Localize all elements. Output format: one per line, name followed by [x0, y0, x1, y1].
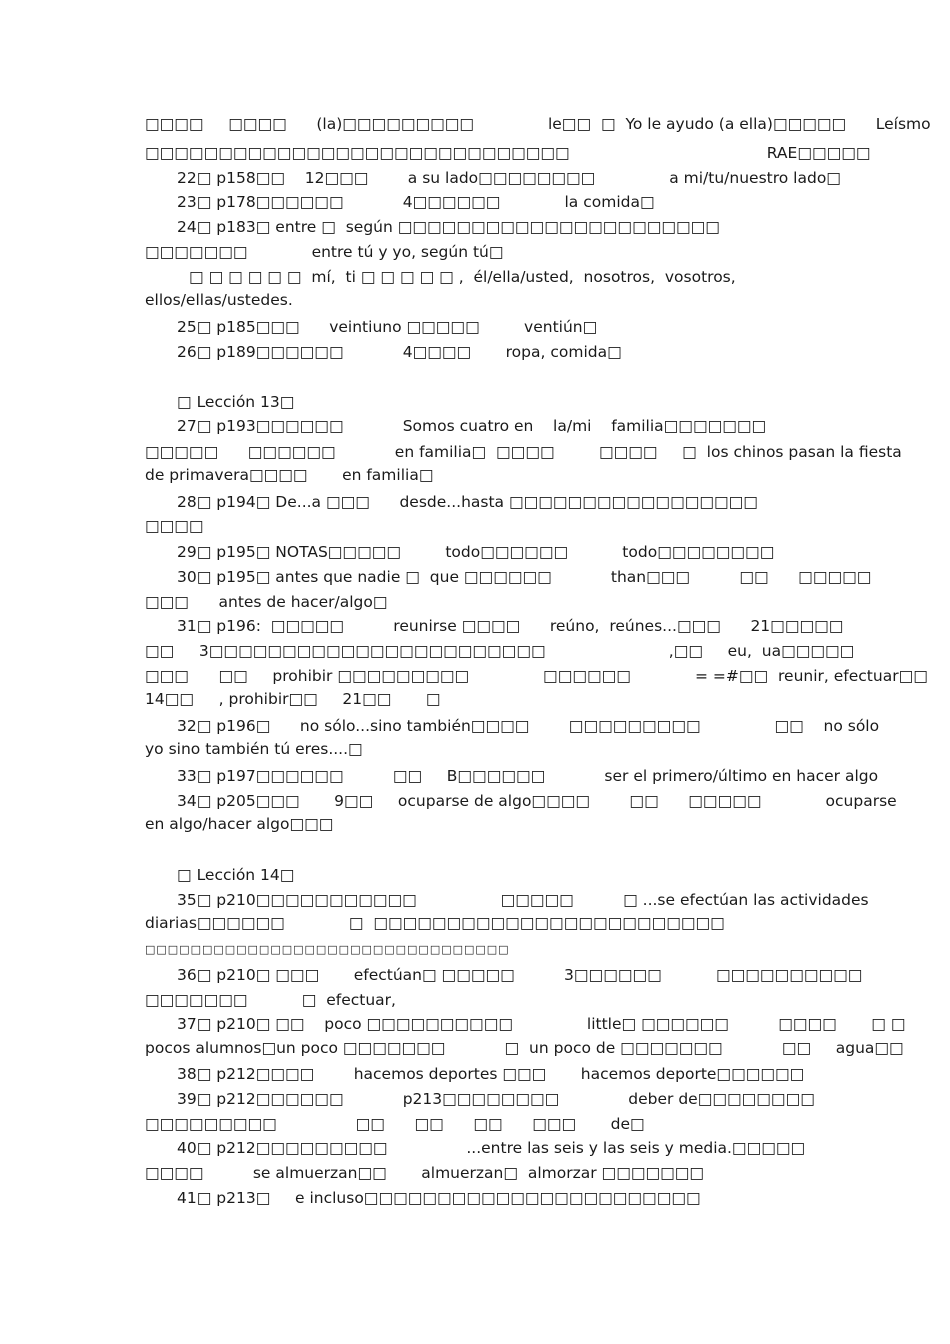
text-line: 38□ p212□□□□ hacemos deportes □□□ hacemos deporte□□□□□□ [177, 1065, 805, 1083]
text-line: 36□ p210□ □□□ efectúan□ □□□□□ 3□□□□□□ □□□□□□□□□□ [177, 966, 863, 984]
text-line: 35□ p210□□□□□□□□□□□ □□□□□ □ ...se efectúan las actividades [177, 891, 869, 909]
text-line: 14□□ , prohibir□□ 21□□ □ [145, 690, 441, 708]
text-line: 27□ p193□□□□□□ Somos cuatro en la/mi familia□□□□□□□ [177, 417, 767, 435]
text-line: 40□ p212□□□□□□□□□ ...entre las seis y las seis y media.□□□□□ [177, 1139, 806, 1157]
text-line: 28□ p194□ De...a □□□ desde...hasta □□□□□□□□□□□□□□□□□ [177, 493, 758, 511]
text-line: 41□ p213□ e incluso□□□□□□□□□□□□□□□□□□□□□□□ [177, 1189, 701, 1207]
text-line: □□□□ [145, 517, 204, 535]
section-heading: □ Lección 14□ [177, 866, 295, 884]
text-line: 26□ p189□□□□□□ 4□□□□ ropa, comida□ [177, 343, 622, 361]
text-line: pocos alumnos□un poco □□□□□□□ □ un poco de □□□□□□□ □□ agua□□ [145, 1039, 904, 1057]
text-line: 39□ p212□□□□□□ p213□□□□□□□□ deber de□□□□□□□□ [177, 1090, 815, 1108]
text-line: 23□ p178□□□□□□ 4□□□□□□ la comida□ [177, 193, 655, 211]
blank-line [145, 839, 807, 863]
text-line: □□□□□ □□□□□□ en familia□ □□□□ □□□□ □ los chinos pasan la fiesta [145, 443, 902, 461]
text-line: □□□□ se almuerzan□□ almuerzan□ almorzar □□□□□□□ [145, 1164, 705, 1182]
text-line: 34□ p205□□□ 9□□ ocuparse de algo□□□□ □□ □□□□□ ocuparse [177, 792, 897, 810]
text-line: diarias□□□□□□ □ □□□□□□□□□□□□□□□□□□□□□□□□ [145, 914, 725, 932]
text-line: □□□□□□□□□ □□ □□ □□ □□□ de□ [145, 1115, 645, 1133]
text-line: □□ 3□□□□□□□□□□□□□□□□□□□□□□□ ,□□ eu, ua□□□□□ [145, 642, 855, 660]
text-line: □□□□□□□□□□□□□□□□□□□□□□□□□□□□□ RAE□□□□□ [145, 144, 871, 162]
text-line: en algo/hacer algo□□□ [145, 815, 334, 833]
text-line: 24□ p183□ entre □ según □□□□□□□□□□□□□□□□□□□□□□ [177, 218, 720, 236]
text-line: 30□ p195□ antes que nadie □ que □□□□□□ than□□□ □□ □□□□□ [177, 568, 872, 586]
text-line: □ □ □ □ □ □ mí, ti □ □ □ □ □ , él/ella/usted, nosotros, vosotros, [189, 268, 736, 286]
text-line: 22□ p158□□ 12□□□ a su lado□□□□□□□□ a mi/tu/nuestro lado□ [177, 169, 841, 187]
section-heading: □ Lección 13□ [177, 393, 295, 411]
blank-line [145, 365, 807, 389]
text-line: □□□□□□□ entre tú y yo, según tú□ [145, 243, 504, 261]
text-line: 33□ p197□□□□□□ □□ B□□□□□□ ser el primero/último en hacer algo [177, 767, 879, 785]
text-line: □□□ antes de hacer/algo□ [145, 593, 388, 611]
text-line: de primavera□□□□ en familia□ [145, 466, 434, 484]
text-line: □□□□□□□ □ efectuar, [145, 991, 396, 1009]
text-line: □□□ □□ prohibir □□□□□□□□□ □□□□□□ = =#□□ reunir, efectuar□□ [145, 667, 928, 685]
text-line: 25□ p185□□□ veintiuno □□□□□ ventiún□ [177, 318, 598, 336]
text-line: yo sino también tú eres....□ [145, 740, 363, 758]
text-line: □□□□ □□□□ (la)□□□□□□□□□ le□□ □ Yo le ayudo (a ella)□□□□□ Leísmo [145, 115, 931, 133]
text-line: 29□ p195□ NOTAS□□□□□ todo□□□□□□ todo□□□□□□□□ [177, 543, 775, 561]
text-line: 32□ p196□ no sólo...sino también□□□□ □□□□□□□□□ □□ no sólo [177, 717, 880, 735]
text-line: □□□□□□□□□□□□□□□□□□□□□□□□□□□□□□□□ [145, 943, 510, 956]
text-line: 31□ p196: □□□□□ reunirse □□□□ reúno, reúnes...□□□ 21□□□□□ [177, 617, 844, 635]
text-line: ellos/ellas/ustedes. [145, 291, 293, 309]
text-line: 37□ p210□ □□ poco □□□□□□□□□□ little□ □□□□□□ □□□□ □ □ [177, 1015, 906, 1033]
